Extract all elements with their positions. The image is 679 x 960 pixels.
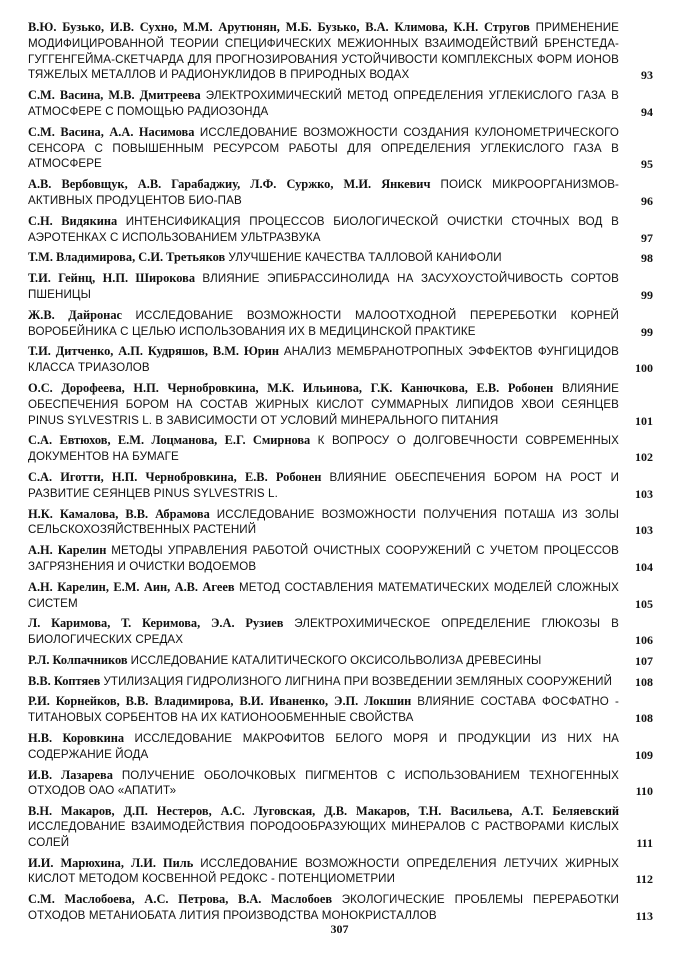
entry-authors: Н.К. Камалова, В.В. Абрамова	[28, 506, 210, 521]
toc-entry-text	[28, 271, 631, 303]
toc-entry-text	[28, 731, 631, 763]
entry-authors: А.В. Вербовщук, А.В. Гарабаджиу, Л.Ф. Суржко, М.И. Янкевич	[28, 177, 431, 192]
entry-authors: Т.И. Гейнц, Н.П. Широкова	[28, 271, 196, 286]
toc-entry-text	[28, 653, 631, 669]
toc-entry	[28, 653, 653, 669]
entry-title: ВЛИЯНИЕ СОСТАВА ФОСФАТНО - ТИТАНОВЫХ СОРБЕНТОВ НА ИХ КАТИОНООБМЕННЫЕ СВОЙСТВА	[28, 695, 619, 725]
toc-entry	[28, 543, 653, 575]
table-of-contents	[28, 20, 653, 929]
toc-entry-text	[28, 768, 631, 800]
entry-title: ЭКОЛОГИЧЕСКИЕ ПРОБЛЕМЫ ПЕРЕРАБОТКИ ОТХОДОВ МЕТАНИОБАТА ЛИТИЯ ПРОИЗВОДСТВА МОНОКРИСТАЛЛОВ	[28, 893, 619, 923]
toc-entry	[28, 470, 653, 502]
entry-page-number: 103	[635, 523, 653, 538]
toc-entry	[28, 694, 653, 726]
toc-entry	[28, 214, 653, 246]
toc-entry-text	[28, 543, 631, 575]
entry-authors: С.М. Васина, А.А. Насимова	[28, 124, 195, 139]
entry-title: ИНТЕНСИФИКАЦИЯ ПРОЦЕССОВ БИОЛОГИЧЕСКОЙ ОЧИСТКИ СТОЧНЫХ ВОД В АЭРОТЕНКАХ С ИСПОЛЬЗОВАНИЕМ УЛЬТРАЗВУКА	[28, 214, 619, 244]
entry-authors: С.М. Маслобоева, А.С. Петрова, В.А. Маслобоев	[28, 892, 333, 907]
entry-page-number: 106	[635, 633, 653, 648]
entry-page-number: 103	[635, 486, 653, 501]
toc-entry	[28, 616, 653, 648]
entry-title: ИССЛЕДОВАНИЕ КАТАЛИТИЧЕСКОГО ОКСИСОЛЬВОЛИЗА ДРЕВЕСИНЫ	[130, 653, 542, 667]
entry-title: МЕТОД СОСТАВЛЕНИЯ МАТЕМАТИЧЕСКИХ МОДЕЛЕЙ СЛОЖНЫХ СИСТЕМ	[28, 580, 619, 610]
entry-authors: Р.И. Корнейков, В.В. Владимирова, В.И. Иваненко, Э.П. Локшин	[28, 694, 412, 709]
entry-page-number: 105	[635, 596, 653, 611]
entry-authors: Р.Л. Колпачников	[28, 652, 128, 667]
toc-entry	[28, 674, 653, 690]
entry-page-number: 108	[635, 711, 653, 726]
entry-page-number: 98	[641, 251, 653, 266]
entry-title: УЛУЧШЕНИЕ КАЧЕСТВА ТАЛЛОВОЙ КАНИФОЛИ	[228, 251, 502, 265]
entry-authors: С.А. Евтюхов, Е.М. Лоцманова, Е.Г. Смирнова	[28, 433, 311, 448]
toc-entry	[28, 20, 653, 83]
entry-authors: Ж.В. Дайронас	[28, 307, 123, 322]
toc-entry-text	[28, 892, 631, 924]
toc-entry-text	[28, 856, 631, 888]
toc-entry	[28, 804, 653, 850]
toc-entry-text	[28, 20, 631, 83]
entry-authors: С.А. Иготти, Н.П. Чернобровкина, Е.В. Робонен	[28, 469, 322, 484]
toc-entry-text	[28, 344, 631, 376]
toc-entry-text	[28, 381, 631, 428]
toc-entry	[28, 344, 653, 376]
toc-entry	[28, 580, 653, 612]
entry-page-number: 113	[635, 909, 653, 924]
entry-title: ВЛИЯНИЕ ОБЕСПЕЧЕНИЯ БОРОМ НА РОСТ И РАЗВИТИЕ СЕЯНЦЕВ PINUS SYLVESTRIS L.	[28, 470, 620, 500]
toc-entry-text	[28, 308, 631, 340]
entry-authors: В.Ю. Бузько, И.В. Сухно, М.М. Арутюнян, М.Б. Бузько, В.А. Климова, К.Н. Стругов	[28, 20, 530, 34]
toc-entry	[28, 731, 653, 763]
entry-title: ИССЛЕДОВАНИЕ ВОЗМОЖНОСТИ ОПРЕДЕЛЕНИЯ ЛЕТУЧИХ ЖИРНЫХ КИСЛОТ МЕТОДОМ КОСВЕННОЙ РЕДОКС - ПОТЕНЦИОМЕТРИИ	[28, 856, 619, 886]
entry-title: ПРИМЕНЕНИЕ МОДИФИЦИРОВАННОЙ ТЕОРИИ СПЕЦИФИЧЕСКИХ МЕЖИОННЫХ ВЗАИМОДЕЙСТВИЙ БРЕНСТЕДА-ГУГГЕНГЕЙМА-СКЕТЧАРДА ДЛЯ ПРОГНОЗИРОВАНИЯ УСТОЙЧИВОСТИ КОМПЛЕКСНЫХ ФОРМ ИОНОВ ТЯЖЕЛЫХ МЕТАЛЛОВ И РАДИОНУКЛИДОВ В ПРИРОДНЫХ ВОДАХ	[28, 21, 619, 82]
entry-page-number: 95	[641, 157, 653, 172]
entry-authors: И.В. Лазарева	[28, 767, 113, 782]
toc-entry	[28, 271, 653, 303]
entry-title: ЭЛЕКТРОХИМИЧЕСКОЕ ОПРЕДЕЛЕНИЕ ГЛЮКОЗЫ В БИОЛОГИЧЕСКИХ СРЕДАХ	[28, 617, 619, 647]
toc-entry	[28, 856, 653, 888]
toc-entry-text	[28, 674, 631, 690]
toc-entry-text	[28, 250, 631, 266]
entry-authors: В.В. Коптяев	[28, 673, 101, 688]
entry-title: ВЛИЯНИЕ ЭПИБРАССИНОЛИДА НА ЗАСУХОУСТОЙЧИВОСТЬ СОРТОВ ПШЕНИЦЫ	[28, 272, 619, 301]
entry-title: ЭЛЕКТРОХИМИЧЕСКИЙ МЕТОД ОПРЕДЕЛЕНИЯ УГЛЕКИСЛОГО ГАЗА В АТМОСФЕРЕ С ПОМОЩЬЮ РАДИОЗОНДА	[28, 89, 619, 118]
entry-title: ИССЛЕДОВАНИЕ ВОЗМОЖНОСТИ МАЛООТХОДНОЙ ПЕРЕРЕБОТКИ КОРНЕЙ ВОРОБЕЙНИКА С ЦЕЛЬЮ ИСПОЛЬЗОВАНИЯ ИХ В МЕДИЦИНСКОЙ ПРАКТИКЕ	[28, 308, 619, 338]
entry-title: ИССЛЕДОВАНИЕ ВЗАИМОДЕЙСТВИЯ ПОРОДООБРАЗУЮЩИХ МИНЕРАЛОВ С РАСТВОРАМИ КИСЛЫХ СОЛЕЙ	[28, 820, 619, 849]
entry-page-number: 99	[641, 287, 653, 302]
page-number: 307	[330, 922, 349, 936]
entry-page-number: 96	[641, 193, 653, 208]
entry-title: ВЛИЯНИЕ ОБЕСПЕЧЕНИЯ БОРОМ НА СОСТАВ ЖИРНЫХ КИСЛОТ СУММАРНЫХ ЛИПИДОВ ХВОИ СЕЯНЦЕВ PINUS SYLVESTRIS L. В ЗАВИСИМОСТИ ОТ УСЛОВИЙ МИНЕРАЛЬНОГО ПИТАНИЯ	[28, 381, 620, 427]
toc-entry	[28, 433, 653, 465]
entry-authors: Н.В. Коровкина	[28, 731, 125, 746]
entry-page-number: 107	[635, 653, 653, 668]
toc-entry	[28, 177, 653, 209]
toc-entry	[28, 125, 653, 172]
toc-entry-text	[28, 433, 631, 465]
entry-page-number: 93	[641, 68, 653, 83]
entry-title: ИССЛЕДОВАНИЕ МАКРОФИТОВ БЕЛОГО МОРЯ И ПРОДУКЦИИ ИЗ НИХ НА СОДЕРЖАНИЕ ЙОДА	[28, 732, 620, 761]
toc-entry	[28, 381, 653, 428]
entry-authors: О.С. Дорофеева, Н.П. Чернобровкина, М.К. Ильинова, Г.К. Канючкова, Е.В. Робонен	[28, 380, 554, 395]
entry-authors: С.Н. Видякина	[28, 213, 118, 228]
entry-title: ПОЛУЧЕНИЕ ОБОЛОЧКОВЫХ ПИГМЕНТОВ С ИСПОЛЬЗОВАНИЕМ ТЕХНОГЕННЫХ ОТХОДОВ ОАО «АПАТИТ»	[28, 768, 619, 798]
entry-title: К ВОПРОСУ О ДОЛГОВЕЧНОСТИ СОВРЕМЕННЫХ ДОКУМЕНТОВ НА БУМАГЕ	[28, 434, 619, 464]
toc-entry-text	[28, 88, 631, 120]
entry-authors: С.М. Васина, М.В. Дмитреева	[28, 88, 201, 103]
toc-entry-text	[28, 125, 631, 172]
entry-authors: В.Н. Макаров, Д.П. Нестеров, А.С. Луговская, Д.В. Макаров, Т.Н. Васильева, А.Т. Беляевский	[28, 804, 619, 819]
entry-page-number: 111	[636, 835, 653, 850]
toc-entry-text	[28, 507, 631, 539]
entry-authors: А.Н. Карелин	[28, 543, 107, 558]
entry-page-number: 109	[635, 747, 653, 762]
entry-title: ИССЛЕДОВАНИЕ ВОЗМОЖНОСТИ ПОЛУЧЕНИЯ ПОТАША ИЗ ЗОЛЫ СЕЛЬСКОХОЗЯЙСТВЕННЫХ РАСТЕНИЙ	[28, 507, 619, 537]
toc-entry-text	[28, 616, 631, 648]
entry-page-number: 108	[635, 674, 653, 689]
entry-title: УТИЛИЗАЦИЯ ГИДРОЛИЗНОГО ЛИГНИНА ПРИ ВОЗВЕДЕНИИ ЗЕМЛЯНЫХ СООРУЖЕНИЙ	[103, 674, 613, 688]
entry-page-number: 99	[641, 324, 653, 339]
toc-entry	[28, 308, 653, 340]
toc-entry	[28, 250, 653, 266]
entry-title: ИССЛЕДОВАНИЕ ВОЗМОЖНОСТИ СОЗДАНИЯ КУЛОНОМЕТРИЧЕСКОГО СЕНСОРА С ПОВЫШЕННЫМ РЕСУРСОМ РАБОТЫ ДЛЯ ОПРЕДЕЛЕНИЯ УГЛЕКИСЛОГО ГАЗА В АТМОСФЕРЕ	[28, 125, 619, 171]
toc-entry-text	[28, 580, 631, 612]
entry-page-number: 94	[641, 104, 653, 119]
toc-entry-text	[28, 214, 631, 246]
entry-authors: Т.И. Дитченко, А.П. Кудряшов, В.М. Юрин	[28, 344, 279, 359]
toc-entry-text	[28, 470, 631, 502]
entry-authors: Л. Каримова, Т. Керимова, Э.А. Рузиев	[28, 616, 284, 631]
entry-page-number: 104	[635, 559, 653, 574]
entry-authors: И.И. Марюхина, Л.И. Пиль	[28, 855, 194, 870]
entry-title: МЕТОДЫ УПРАВЛЕНИЯ РАБОТОЙ ОЧИСТНЫХ СООРУЖЕНИЙ С УЧЕТОМ ПРОЦЕССОВ ЗАГРЯЗНЕНИЯ И ОЧИСТКИ ВОДОЕМОВ	[28, 544, 619, 573]
toc-entry	[28, 507, 653, 539]
toc-entry	[28, 892, 653, 924]
entry-authors: А.Н. Карелин, Е.М. Аин, А.В. Агеев	[28, 579, 235, 594]
toc-entry-text	[28, 804, 631, 850]
toc-entry-text	[28, 177, 631, 209]
toc-entry	[28, 768, 653, 800]
entry-page-number: 101	[635, 413, 653, 428]
entry-page-number: 102	[635, 450, 653, 465]
entry-title: ПОИСК МИКРООРГАНИЗМОВ-АКТИВНЫХ ПРОДУЦЕНТОВ БИО-ПАВ	[28, 178, 619, 207]
entry-page-number: 112	[635, 872, 653, 887]
entry-page-number: 100	[635, 361, 653, 376]
entry-title: АНАЛИЗ МЕМБРАНОТРОПНЫХ ЭФФЕКТОВ ФУНГИЦИДОВ КЛАССА ТРИАЗОЛОВ	[28, 345, 619, 375]
toc-entry-text	[28, 694, 631, 726]
toc-entry	[28, 88, 653, 120]
entry-page-number: 110	[635, 784, 653, 799]
entry-page-number: 97	[641, 230, 653, 245]
entry-authors: Т.М. Владимирова, С.И. Третьяков	[28, 250, 226, 265]
